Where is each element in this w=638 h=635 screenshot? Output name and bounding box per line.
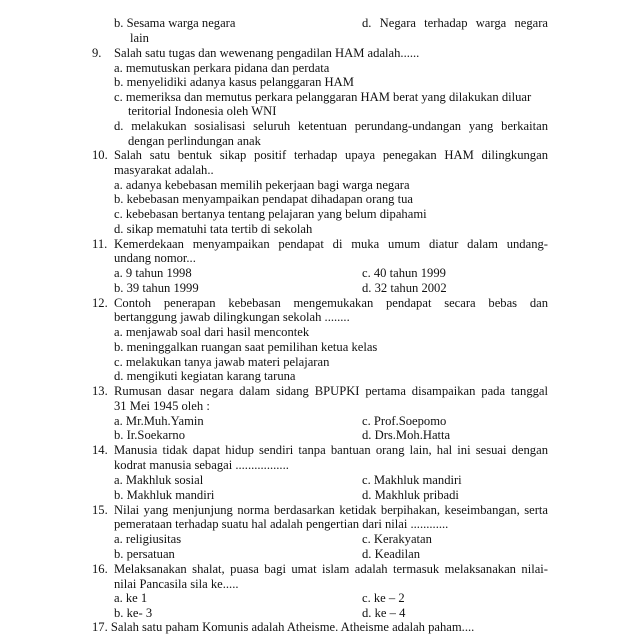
q13-option-c: c. Prof.Soepomo: [362, 414, 447, 428]
q14-option-c: c. Makhluk mandiri: [362, 473, 462, 487]
q17-partial: 17. Salah satu paham Komunis adalah Atheisme. Atheisme adalah paham....: [92, 620, 475, 634]
q9-question: Salah satu tugas dan wewenang pengadilan HAM adalah......: [114, 46, 420, 60]
q11-option-b: b. 39 tahun 1999: [114, 281, 199, 295]
q9-option-b: b. menyelidiki adanya kasus pelanggaran HAM: [114, 75, 354, 89]
q13-number: 13.: [92, 384, 108, 398]
q9-number: 9.: [92, 46, 102, 60]
q11-question: Kemerdekaan menyampaikan pendapat di muka umum diatur dalam undang-: [114, 237, 548, 251]
q15-option-b: b. persatuan: [114, 547, 175, 561]
q15-number: 15.: [92, 503, 108, 517]
q10-option-b: b. kebebasan menyampaikan pendapat dihadapan orang tua: [114, 192, 413, 206]
q14-option-b: b. Makhluk mandiri: [114, 488, 215, 502]
q10-question-cont: masyarakat adalah..: [114, 163, 214, 177]
q12-question: Contoh penerapan kebebasan mengemukakan pendapat secara bebas dan: [114, 296, 548, 310]
q9-option-c: c. memeriksa dan memutus perkara pelanggaran HAM berat yang dilakukan diluar: [114, 90, 532, 104]
q15-option-d: d. Keadilan: [362, 547, 421, 561]
q16-option-c: c. ke – 2: [362, 591, 405, 605]
q8-option-b: b. Sesama warga negara: [114, 16, 236, 30]
q15-question: Nilai yang menjunjung norma berdasarkan ketidak berpihakan, keseimbangan, serta: [114, 503, 548, 517]
q10-number: 10.: [92, 148, 108, 162]
q14-option-d: d. Makhluk pribadi: [362, 488, 459, 502]
q8-option-d: d. Negara terhadap warga negara: [362, 16, 548, 30]
q11-number: 11.: [92, 237, 108, 251]
q16-option-d: d. ke – 4: [362, 606, 406, 620]
q10-option-c: c. kebebasan bertanya tentang pelajaran yang belum dipahami: [114, 207, 427, 221]
q13-option-b: b. Ir.Soekarno: [114, 428, 185, 442]
q14-option-a: a. Makhluk sosial: [114, 473, 204, 487]
q12-option-a: a. menjawab soal dari hasil mencontek: [114, 325, 310, 339]
q16-number: 16.: [92, 562, 108, 576]
q16-question: Melaksanakan shalat, puasa bagi umat islam adalah termasuk melaksanakan nilai-: [114, 562, 548, 576]
q14-number: 14.: [92, 443, 108, 457]
q11-question-cont: undang nomor...: [114, 251, 196, 265]
q16-option-a: a. ke 1: [114, 591, 148, 605]
q10-option-a: a. adanya kebebasan memilih pekerjaan bagi warga negara: [114, 178, 410, 192]
q12-number: 12.: [92, 296, 108, 310]
q9-option-a: a. memutuskan perkara pidana dan perdata: [114, 61, 330, 75]
q8-option-d-cont: lain: [130, 31, 149, 45]
q12-option-b: b. meninggalkan ruangan saat pemilihan ketua kelas: [114, 340, 378, 354]
q13-question: Rumusan dasar negara dalam sidang BPUPKI pertama disampaikan pada tanggal: [114, 384, 548, 398]
q14-question-cont: kodrat manusia sebagai .................: [114, 458, 289, 472]
q11-option-c: c. 40 tahun 1999: [362, 266, 446, 280]
q11-option-d: d. 32 tahun 2002: [362, 281, 447, 295]
q15-option-c: c. Kerakyatan: [362, 532, 432, 546]
q15-option-a: a. religiusitas: [114, 532, 182, 546]
q13-option-d: d. Drs.Moh.Hatta: [362, 428, 451, 442]
q13-option-a: a. Mr.Muh.Yamin: [114, 414, 204, 428]
q9-option-d-cont: dengan perlindungan anak: [128, 134, 261, 148]
q10-option-d: d. sikap mematuhi tata tertib di sekolah: [114, 222, 313, 236]
q13-question-cont: 31 Mei 1945 oleh :: [114, 399, 210, 413]
q12-option-c: c. melakukan tanya jawab materi pelajaran: [114, 355, 330, 369]
q9-option-d: d. melakukan sosialisasi seluruh ketentuan perundang-undangan yang berkaitan: [114, 119, 548, 133]
q16-question-cont: nilai Pancasila sila ke.....: [114, 577, 239, 591]
q16-option-b: b. ke- 3: [114, 606, 153, 620]
q12-option-d: d. mengikuti kegiatan karang taruna: [114, 369, 296, 383]
q11-option-a: a. 9 tahun 1998: [114, 266, 192, 280]
q9-option-c-cont: teritorial Indonesia oleh WNI: [128, 104, 277, 118]
q12-question-cont: bertanggung jawab dilingkungan sekolah ........: [114, 310, 350, 324]
q14-question: Manusia tidak dapat hidup sendiri tanpa bantuan orang lain, hal ini sesuai dengan: [114, 443, 548, 457]
q15-question-cont: pemerataan terhadap suatu hal adalah pengertian dari nilai ............: [114, 517, 449, 531]
q10-question: Salah satu bentuk sikap positif terhadap upaya penegakan HAM dilingkungan: [114, 148, 548, 162]
